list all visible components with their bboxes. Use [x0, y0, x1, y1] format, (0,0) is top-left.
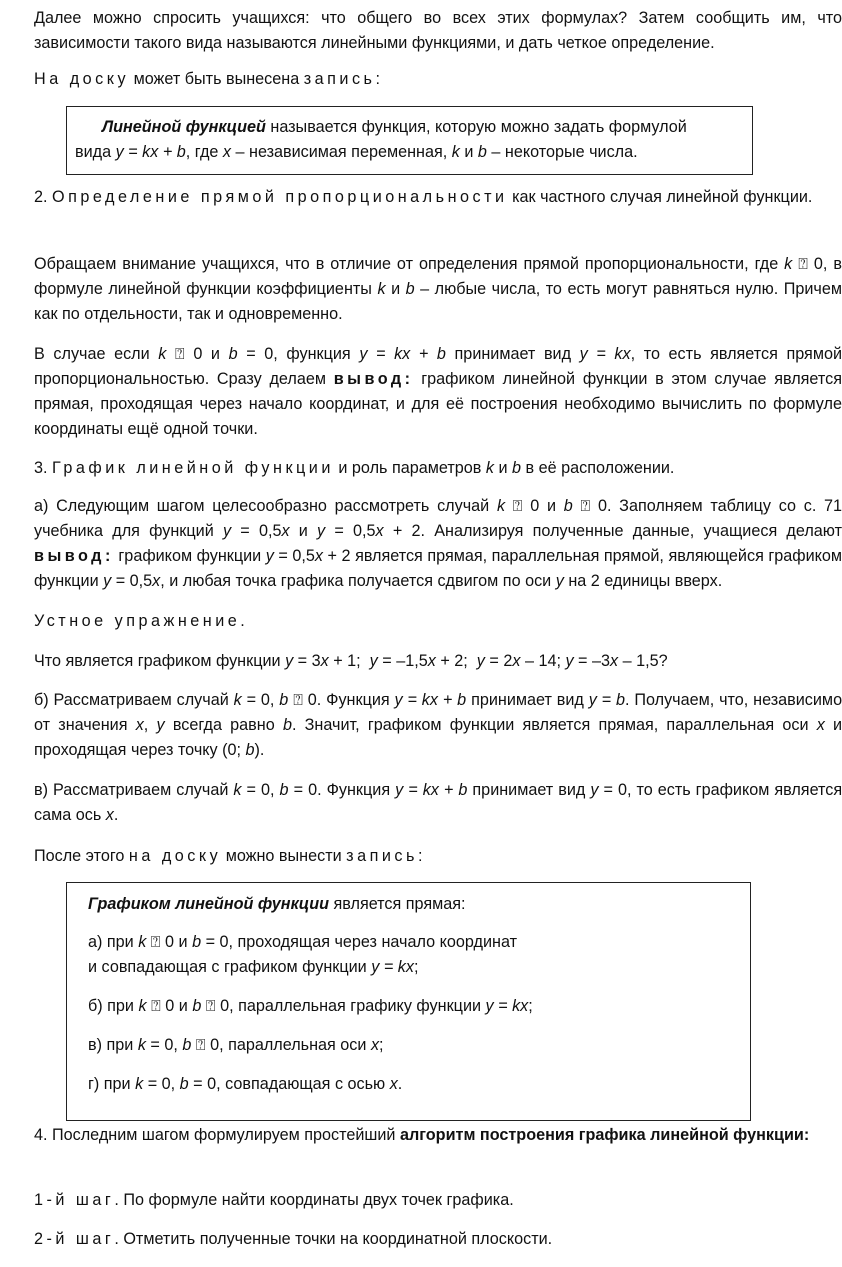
paragraph-attention: Обращаем внимание учащихся, что в отличие от определения прямой пропорциональности, где k ⍰ 0, в формуле линейной функции коэффициенты k и b – любые числа, то есть могут равняться нулю. Причем как по отдельности, так и одновременно.	[34, 255, 842, 323]
summary-case-c: в) при k = 0, b ⍰ 0, параллельная оси x;	[88, 1036, 384, 1054]
definition-text: Линейной функцией называется функция, которую можно задать формулой вида y = kx + b, где x – независимая переменная, k и b – некоторые числа.	[75, 118, 687, 161]
algorithm-step-1: 1-й шаг. По формуле найти координаты двух точек графика.	[34, 1191, 514, 1209]
paragraph-case-a: а) Следующим шагом целесообразно рассмотреть случай k ⍰ 0 и b ⍰ 0. Заполняем таблицу со с. 71 учебника для функций y = 0,5x и y = 0,5x + 2. Анализируя полученные данные, учащиеся делают вывод: графиком функции y = 0,5x + 2 является прямая, параллельная прямой, являющейся графиком функции y = 0,5x, и любая точка графика получается сдвигом по оси y на 2 единицы вверх.	[34, 497, 842, 590]
paragraph-board-note-2: После этого на доску можно вынести запись:	[34, 847, 423, 865]
summary-case-b: б) при k ⍰ 0 и b ⍰ 0, параллельная графику функции y = kx;	[88, 997, 533, 1015]
section-3-heading: 3. График линейной функции и роль параметров k и b в её расположении.	[34, 459, 675, 477]
summary-box	[66, 882, 751, 1121]
summary-title: Графиком линейной функции является прямая:	[88, 895, 466, 913]
definition-box	[66, 106, 753, 175]
algorithm-step-2: 2-й шаг. Отметить полученные точки на координатной плоскости.	[34, 1230, 553, 1248]
paragraph-board-note-1: На доску может быть вынесена запись:	[34, 70, 380, 88]
summary-case-a: а) при k ⍰ 0 и b = 0, проходящая через начало координат и совпадающая с графиком функции y = kx;	[88, 933, 518, 976]
oral-exercise-heading: Устное упражнение.	[34, 612, 249, 630]
paragraph-case-c: в) Рассматриваем случай k = 0, b = 0. Функция y = kx + b принимает вид y = 0, то есть графиком является сама ось x.	[34, 781, 842, 824]
paragraph-case-b: б) Рассматриваем случай k = 0, b ⍰ 0. Функция y = kx + b принимает вид y = b. Получаем, что, независимо от значения x, y всегда равно b. Значит, графиком функции является прямая, параллельная оси x и проходящая через точку (0; b).	[34, 691, 842, 759]
summary-case-d: г) при k = 0, b = 0, совпадающая с осью x.	[88, 1075, 403, 1093]
paragraph-intro: Далее можно спросить учащихся: что общего во всех этих формулах? Затем сообщить им, что зависимости такого вида называются линейными функциями, и дать четкое определение.	[34, 9, 842, 52]
paragraph-case-b-zero: В случае если k ⍰ 0 и b = 0, функция y = kx + b принимает вид y = kx, то есть является прямой пропорциональностью. Сразу делаем вывод: графиком линейной функции в этом случае является прямая, проходящая через начало координат, и для её построения необходимо вычислить по формуле координаты ещё одной точки.	[34, 345, 842, 438]
section-4-heading: 4. Последним шагом формулируем простейший алгоритм построения графика линейной функции:	[34, 1126, 810, 1144]
section-2-heading: 2. Определение прямой пропорциональности как частного случая линейной функции.	[34, 188, 813, 206]
oral-exercise-question: Что является графиком функции y = 3x + 1; y = –1,5x + 2; y = 2x – 14; y = –3x – 1,5?	[34, 652, 668, 670]
